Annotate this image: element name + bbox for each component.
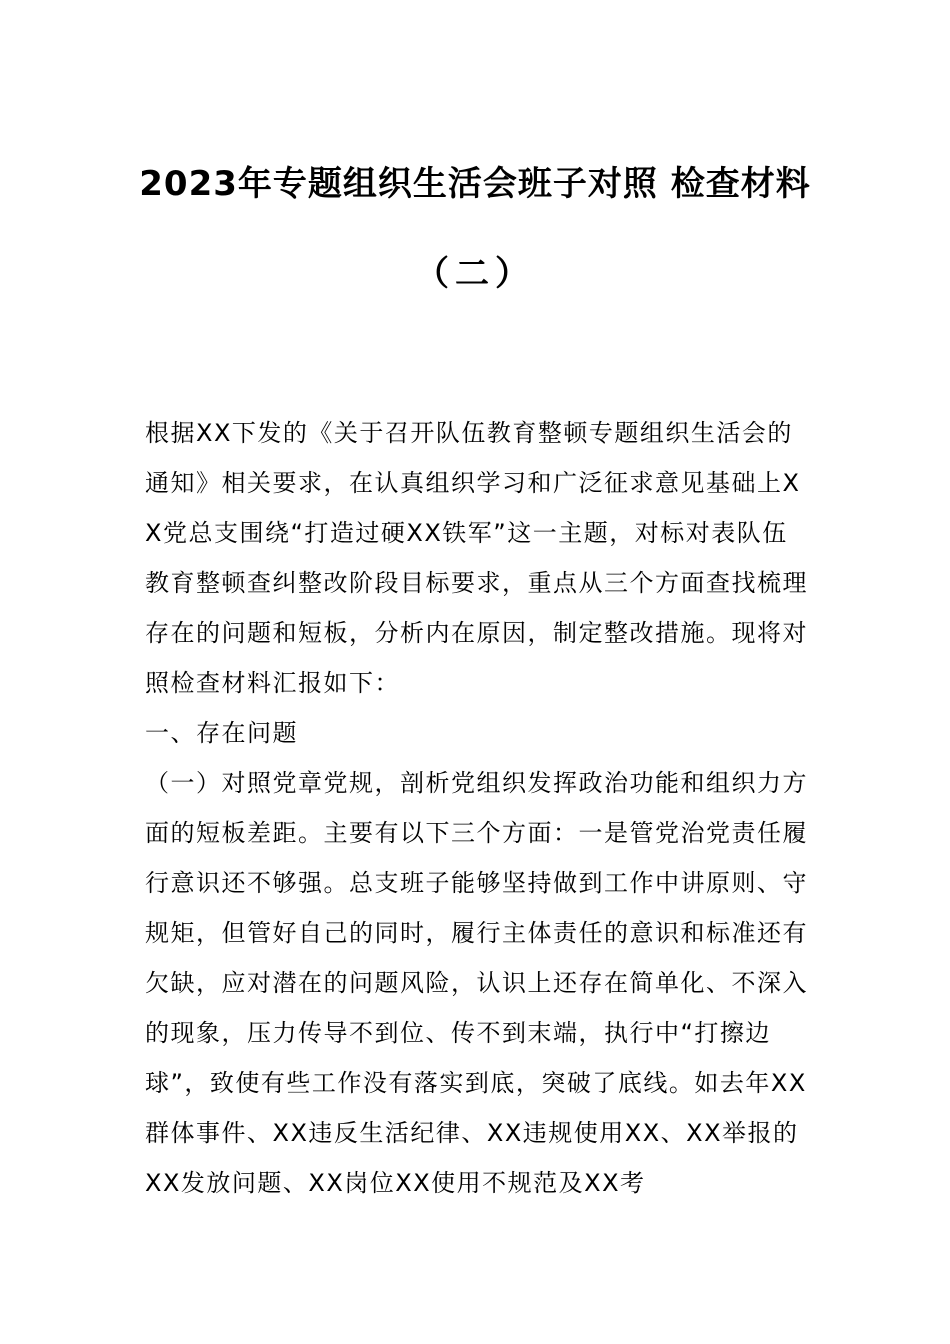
section-heading: 一、存在问题 bbox=[145, 719, 298, 747]
intro-paragraph: 根据XX下发的《关于召开队伍教育整顿专题组织生活会的通知》相关要求，在认真组织学习和广泛征求意见基础上XX党总支围绕“打造过硬XX铁军”这一主题，对标对表队伍教育整顿查纠整改阶段目标要求，重点从三个方面查找梳理存在的问题和短板，分析内在原因，制定整改措施。现将对照检查材料汇报如下： bbox=[145, 419, 808, 697]
subsection-block bbox=[145, 758, 810, 1208]
section-heading-block bbox=[145, 708, 810, 758]
document-title: 2023年专题组织生活会班子对照 检查材料 bbox=[139, 164, 811, 204]
intro-block bbox=[145, 408, 810, 708]
subsection-paragraph: （一）对照党章党规，剖析党组织发挥政治功能和组织力方面的短板差距。主要有以下三个方面：一是管党治党责任履行意识还不够强。总支班子能够坚持做到工作中讲原则、守规矩，但管好自己的同时，履行主体责任的意识和标准还有欠缺，应对潜在的问题风险，认识上还存在简单化、不深入的现象，压力传导不到位、传不到末端，执行中“打擦边球”，致使有些工作没有落实到底，突破了底线。如去年XX群体事件、XX违反生活纪律、XX违规使用XX、XX举报的XX发放问题、XX岗位XX使用不规范及XX考 bbox=[145, 769, 808, 1197]
document-subtitle: （二） bbox=[415, 254, 535, 294]
